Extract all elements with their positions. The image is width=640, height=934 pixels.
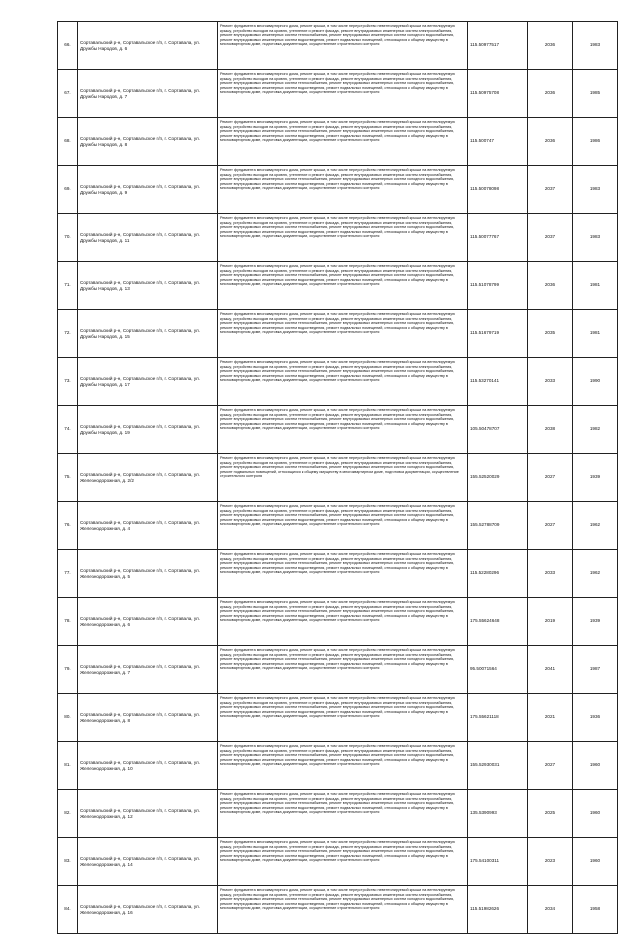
planned-year-cell: 2025 — [528, 790, 573, 838]
build-year-cell: 1962 — [573, 550, 618, 598]
build-year-cell: 1987 — [573, 646, 618, 694]
address-cell: Сортавальский р-н, Сортавальское г/п, г. Сортавала, ул. Дружбы Народов, д. 15 — [78, 310, 218, 358]
address-cell: Сортавальский р-н, Сортавальское г/п, г. Сортавала, ул. Железнодорожная, д. 4 — [78, 502, 218, 550]
table-row — [58, 454, 618, 502]
planned-year-cell: 2036 — [528, 262, 573, 310]
row-number-cell: 84. — [58, 886, 78, 934]
cost-cell: 115.51078799 — [468, 262, 528, 310]
table-row — [58, 358, 618, 406]
planned-year-cell: 2041 — [528, 646, 573, 694]
planned-year-cell: 2019 — [528, 598, 573, 646]
cost-cell: 115.50977517 — [468, 22, 528, 70]
repair-works-cell: Ремонт фундамента многоквартирного дома, ремонт крыши, в том числе переустройство невентилируемой крыши на вентилируемую крышу, устройство выходов на кровлю, утепление и ремонт фасада, ремонт внутридомовых инженерных систем электроснабжения, ремонт внутридомовых инженерных систем теплоснабжения, ремонт внутридомовых инженерных систем холодного водоснабжения, ремонт внутридомовых инженерных систем водоотведения, ремонт подвальных помещений, относящихся к общему имуществу в многоквартирном доме, подготовка документации, осуществление строительного контроля — [218, 406, 468, 454]
address-cell: Сортавальский р-н, Сортавальское г/п, г. Сортавала, ул. Железнодорожная, д. 14 — [78, 838, 218, 886]
cost-cell: 115.51982626 — [468, 886, 528, 934]
cost-cell: 155.52930031 — [468, 742, 528, 790]
planned-year-cell: 2027 — [528, 454, 573, 502]
cost-cell: 115.50077767 — [468, 214, 528, 262]
build-year-cell: 1962 — [573, 502, 618, 550]
table-row — [58, 886, 618, 934]
table-body — [58, 22, 618, 934]
row-number-cell: 73. — [58, 358, 78, 406]
planned-year-cell: 2033 — [528, 550, 573, 598]
table-row — [58, 598, 618, 646]
table-row — [58, 214, 618, 262]
repair-works-cell: Ремонт фундамента многоквартирного дома, ремонт крыши, в том числе переустройство невентилируемой крыши на вентилируемую крышу, устройство выходов на кровлю, утепление и ремонт фасада, ремонт внутридомовых инженерных систем электроснабжения, ремонт внутридомовых инженерных систем теплоснабжения, ремонт внутридомовых инженерных систем холодного водоснабжения, ремонт внутридомовых инженерных систем водоотведения, ремонт подвальных помещений, относящихся к общему имуществу в многоквартирном доме, подготовка документации, осуществление строительного контроля — [218, 838, 468, 886]
row-number-cell: 78. — [58, 598, 78, 646]
row-number-cell: 74. — [58, 406, 78, 454]
build-year-cell: 1983 — [573, 166, 618, 214]
table-row — [58, 742, 618, 790]
repair-works-cell: Ремонт фундамента многоквартирного дома, ремонт крыши, в том числе переустройство невентилируемой крыши на вентилируемую крышу, устройство выходов на кровлю, утепление и ремонт фасада, ремонт внутридомовых инженерных систем электроснабжения, ремонт внутридомовых инженерных систем теплоснабжения, ремонт внутридомовых инженерных систем холодного водоснабжения, ремонт внутридомовых инженерных систем водоотведения, ремонт подвальных помещений, относящихся к общему имуществу в многоквартирном доме, подготовка документации, осуществление строительного контроля — [218, 646, 468, 694]
address-cell: Сортавальский р-н, Сортавальское г/п, г. Сортавала, ул. Дружбы Народов, д. 13 — [78, 262, 218, 310]
planned-year-cell: 2035 — [528, 310, 573, 358]
build-year-cell: 1990 — [573, 358, 618, 406]
cost-cell: 155.52788709 — [468, 502, 528, 550]
build-year-cell: 1982 — [573, 406, 618, 454]
address-cell: Сортавальский р-н, Сортавальское г/п, г. Сортавала, ул. Железнодорожная, д. 8 — [78, 694, 218, 742]
table-row — [58, 406, 618, 454]
cost-cell: 105.50478707 — [468, 406, 528, 454]
build-year-cell: 1939 — [573, 454, 618, 502]
repair-works-cell: Ремонт фундамента многоквартирного дома, ремонт крыши, в том числе переустройство невентилируемой крыши на вентилируемую крышу, устройство выходов на кровлю, утепление и ремонт фасада, ремонт внутридомовых инженерных систем электроснабжения, ремонт внутридомовых инженерных систем теплоснабжения, ремонт внутридомовых инженерных систем холодного водоснабжения, ремонт внутридомовых инженерных систем водоотведения, ремонт подвальных помещений, относящихся к общему имуществу в многоквартирном доме, подготовка документации, осуществление строительного контроля — [218, 550, 468, 598]
table-row — [58, 166, 618, 214]
table-row — [58, 550, 618, 598]
build-year-cell: 1981 — [573, 262, 618, 310]
address-cell: Сортавальский р-н, Сортавальское г/п, г. Сортавала, ул. Железнодорожная, д. 12 — [78, 790, 218, 838]
cost-cell: 175.55624648 — [468, 598, 528, 646]
address-cell: Сортавальский р-н, Сортавальское г/п, г. Сортавала, ул. Дружбы Народов, д. 9 — [78, 166, 218, 214]
cost-cell: 115.50975708 — [468, 70, 528, 118]
row-number-cell: 66. — [58, 22, 78, 70]
cost-cell: 175.55621118 — [468, 694, 528, 742]
build-year-cell: 1939 — [573, 598, 618, 646]
repair-works-cell: Ремонт фундамента многоквартирного дома, ремонт крыши, в том числе переустройство невентилируемой крыши на вентилируемую крышу, устройство выходов на кровлю, утепление и ремонт фасада, ремонт внутридомовых инженерных систем электроснабжения, ремонт внутридомовых инженерных систем теплоснабжения, ремонт внутридомовых инженерных систем холодного водоснабжения, ремонт внутридомовых инженерных систем водоотведения, ремонт подвальных помещений, относящихся к общему имуществу в многоквартирном доме, подготовка документации, осуществление строительного контроля — [218, 166, 468, 214]
build-year-cell: 1958 — [573, 886, 618, 934]
address-cell: Сортавальский р-н, Сортавальское г/п, г. Сортавала, ул. Дружбы Народов, д. 11 — [78, 214, 218, 262]
table-row — [58, 22, 618, 70]
address-cell: Сортавальский р-н, Сортавальское г/п, г. Сортавала, ул. Железнодорожная, д. 7 — [78, 646, 218, 694]
address-cell: Сортавальский р-н, Сортавальское г/п, г. Сортавала, ул. Дружбы Народов, д. 19 — [78, 406, 218, 454]
address-cell: Сортавальский р-н, Сортавальское г/п, г. Сортавала, ул. Дружбы Народов, д. 6 — [78, 22, 218, 70]
planned-year-cell: 2033 — [528, 358, 573, 406]
build-year-cell: 1981 — [573, 310, 618, 358]
row-number-cell: 81. — [58, 742, 78, 790]
repair-works-cell: Ремонт фундамента многоквартирного дома, ремонт крыши, в том числе переустройство невентилируемой крыши на вентилируемую крышу, устройство выходов на кровлю, утепление и ремонт фасада, ремонт внутридомовых инженерных систем электроснабжения, ремонт внутридомовых инженерных систем теплоснабжения, ремонт внутридомовых инженерных систем холодного водоснабжения, ремонт внутридомовых инженерных систем водоотведения, ремонт подвальных помещений, относящихся к общему имуществу в многоквартирном доме, подготовка документации, осуществление строительного контроля — [218, 598, 468, 646]
table-row — [58, 838, 618, 886]
build-year-cell: 1983 — [573, 214, 618, 262]
planned-year-cell: 2027 — [528, 502, 573, 550]
row-number-cell: 82. — [58, 790, 78, 838]
repair-works-cell: Ремонт фундамента многоквартирного дома, ремонт крыши, в том числе переустройство невентилируемой крыши на вентилируемую крышу, устройство выходов на кровлю, утепление и ремонт фасада, ремонт внутридомовых инженерных систем электроснабжения, ремонт внутридомовых инженерных систем теплоснабжения, ремонт внутридомовых инженерных систем холодного водоснабжения, ремонт подвальных помещений, относящихся к общему имуществу в многоквартирном доме, подготовка документации, осуществление строительного контроля — [218, 454, 468, 502]
row-number-cell: 79. — [58, 646, 78, 694]
capital-repair-table — [57, 21, 618, 934]
planned-year-cell: 2036 — [528, 22, 573, 70]
row-number-cell: 72. — [58, 310, 78, 358]
address-cell: Сортавальский р-н, Сортавальское г/п, г. Сортавала, ул. Дружбы Народов, д. 17 — [78, 358, 218, 406]
table-row — [58, 694, 618, 742]
cost-cell: 115.52280296 — [468, 550, 528, 598]
repair-works-cell: Ремонт фундамента многоквартирного дома, ремонт крыши, в том числе переустройство невентилируемой крыши на вентилируемую крышу, устройство выходов на кровлю, утепление и ремонт фасада, ремонт внутридомовых инженерных систем электроснабжения, ремонт внутридомовых инженерных систем теплоснабжения, ремонт внутридомовых инженерных систем холодного водоснабжения, ремонт внутридомовых инженерных систем водоотведения, ремонт подвальных помещений, относящихся к общему имуществу в многоквартирном доме, подготовка документации, осуществление строительного контроля — [218, 118, 468, 166]
address-cell: Сортавальский р-н, Сортавальское г/п, г. Сортавала, ул. Дружбы Народов, д. 7 — [78, 70, 218, 118]
planned-year-cell: 2023 — [528, 838, 573, 886]
planned-year-cell: 2037 — [528, 214, 573, 262]
row-number-cell: 71. — [58, 262, 78, 310]
table-row — [58, 70, 618, 118]
repair-works-cell: Ремонт фундамента многоквартирного дома, ремонт крыши, в том числе переустройство невентилируемой крыши на вентилируемую крышу, устройство выходов на кровлю, утепление и ремонт фасада, ремонт внутридомовых инженерных систем электроснабжения, ремонт внутридомовых инженерных систем теплоснабжения, ремонт внутридомовых инженерных систем холодного водоснабжения, ремонт внутридомовых инженерных систем водоотведения, ремонт подвальных помещений, относящихся к общему имуществу в многоквартирном доме, подготовка документации, осуществление строительного контроля — [218, 262, 468, 310]
build-year-cell: 1983 — [573, 22, 618, 70]
table-row — [58, 262, 618, 310]
cost-cell: 115.53270141 — [468, 358, 528, 406]
repair-works-cell: Ремонт фундамента многоквартирного дома, ремонт крыши, в том числе переустройство невентилируемой крыши на вентилируемую крышу, устройство выходов на кровлю, утепление и ремонт фасада, ремонт внутридомовых инженерных систем электроснабжения, ремонт внутридомовых инженерных систем теплоснабжения, ремонт внутридомовых инженерных систем холодного водоснабжения, ремонт внутридомовых инженерных систем водоотведения, ремонт подвальных помещений, относящихся к общему имуществу в многоквартирном доме, подготовка документации, осуществление строительного контроля — [218, 70, 468, 118]
address-cell: Сортавальский р-н, Сортавальское г/п, г. Сортавала, ул. Железнодорожная, д. 2/2 — [78, 454, 218, 502]
row-number-cell: 69. — [58, 166, 78, 214]
planned-year-cell: 2037 — [528, 166, 573, 214]
repair-works-cell: Ремонт фундамента многоквартирного дома, ремонт крыши, в том числе переустройство невентилируемой крыши на вентилируемую крышу, устройство выходов на кровлю, утепление и ремонт фасада, ремонт внутридомовых инженерных систем электроснабжения, ремонт внутридомовых инженерных систем теплоснабжения, ремонт внутридомовых инженерных систем холодного водоснабжения, ремонт внутридомовых инженерных систем водоотведения, ремонт подвальных помещений, относящихся к общему имуществу в многоквартирном доме, подготовка документации, осуществление строительного контроля — [218, 742, 468, 790]
repair-works-cell: Ремонт фундамента многоквартирного дома, ремонт крыши, в том числе переустройство невентилируемой крыши на вентилируемую крышу, устройство выходов на кровлю, утепление и ремонт фасада, ремонт внутридомовых инженерных систем электроснабжения, ремонт внутридомовых инженерных систем теплоснабжения, ремонт внутридомовых инженерных систем холодного водоснабжения, ремонт внутридомовых инженерных систем водоотведения, ремонт подвальных помещений, относящихся к общему имуществу в многоквартирном доме, подготовка документации, осуществление строительного контроля — [218, 22, 468, 70]
repair-works-cell: Ремонт фундамента многоквартирного дома, ремонт крыши, в том числе переустройство невентилируемой крыши на вентилируемую крышу, устройство выходов на кровлю, утепление и ремонт фасада, ремонт внутридомовых инженерных систем электроснабжения, ремонт внутридомовых инженерных систем теплоснабжения, ремонт внутридомовых инженерных систем холодного водоснабжения, ремонт внутридомовых инженерных систем водоотведения, ремонт подвальных помещений, относящихся к общему имуществу в многоквартирном доме, подготовка документации, осуществление строительного контроля — [218, 790, 468, 838]
repair-works-cell: Ремонт фундамента многоквартирного дома, ремонт крыши, в том числе переустройство невентилируемой крыши на вентилируемую крышу, устройство выходов на кровлю, утепление и ремонт фасада, ремонт внутридомовых инженерных систем электроснабжения, ремонт внутридомовых инженерных систем теплоснабжения, ремонт внутридомовых инженерных систем холодного водоснабжения, ремонт внутридомовых инженерных систем водоотведения, ремонт подвальных помещений, относящихся к общему имуществу в многоквартирном доме, подготовка документации, осуществление строительного контроля — [218, 358, 468, 406]
row-number-cell: 83. — [58, 838, 78, 886]
planned-year-cell: 2036 — [528, 70, 573, 118]
build-year-cell: 1960 — [573, 838, 618, 886]
table-row — [58, 118, 618, 166]
address-cell: Сортавальский р-н, Сортавальское г/п, г. Сортавала, ул. Железнодорожная, д. 10 — [78, 742, 218, 790]
address-cell: Сортавальский р-н, Сортавальское г/п, г. Сортавала, ул. Железнодорожная, д. 16 — [78, 886, 218, 934]
row-number-cell: 77. — [58, 550, 78, 598]
repair-works-cell: Ремонт фундамента многоквартирного дома, ремонт крыши, в том числе переустройство невентилируемой крыши на вентилируемую крышу, устройство выходов на кровлю, утепление и ремонт фасада, ремонт внутридомовых инженерных систем электроснабжения, ремонт внутридомовых инженерных систем теплоснабжения, ремонт внутридомовых инженерных систем холодного водоснабжения, ремонт внутридомовых инженерных систем водоотведения, ремонт подвальных помещений, относящихся к общему имуществу в многоквартирном доме, подготовка документации, осуществление строительного контроля — [218, 502, 468, 550]
repair-works-cell: Ремонт фундамента многоквартирного дома, ремонт крыши, в том числе переустройство невентилируемой крыши на вентилируемую крышу, устройство выходов на кровлю, утепление и ремонт фасада, ремонт внутридомовых инженерных систем электроснабжения, ремонт внутридомовых инженерных систем теплоснабжения, ремонт внутридомовых инженерных систем холодного водоснабжения, ремонт внутридомовых инженерных систем водоотведения, ремонт подвальных помещений, относящихся к общему имуществу в многоквартирном доме, подготовка документации, осуществление строительного контроля — [218, 214, 468, 262]
planned-year-cell: 2034 — [528, 886, 573, 934]
table-row — [58, 790, 618, 838]
row-number-cell: 76. — [58, 502, 78, 550]
build-year-cell: 1960 — [573, 790, 618, 838]
repair-works-cell: Ремонт фундамента многоквартирного дома, ремонт крыши, в том числе переустройство невентилируемой крыши на вентилируемую крышу, устройство выходов на кровлю, утепление и ремонт фасада, ремонт внутридомовых инженерных систем электроснабжения, ремонт внутридомовых инженерных систем теплоснабжения, ремонт внутридомовых инженерных систем холодного водоснабжения, ремонт внутридомовых инженерных систем водоотведения, ремонт подвальных помещений, относящихся к общему имуществу в многоквартирном доме, подготовка документации, осуществление строительного контроля — [218, 886, 468, 934]
build-year-cell: 1960 — [573, 742, 618, 790]
address-cell: Сортавальский р-н, Сортавальское г/п, г. Сортавала, ул. Железнодорожная, д. 6 — [78, 598, 218, 646]
row-number-cell: 75. — [58, 454, 78, 502]
address-cell: Сортавальский р-н, Сортавальское г/п, г. Сортавала, ул. Железнодорожная, д. 5 — [78, 550, 218, 598]
planned-year-cell: 2021 — [528, 694, 573, 742]
cost-cell: 175.54100311 — [468, 838, 528, 886]
build-year-cell: 1985 — [573, 70, 618, 118]
address-cell: Сортавальский р-н, Сортавальское г/п, г. Сортавала, ул. Дружбы Народов, д. 8 — [78, 118, 218, 166]
cost-cell: 155.52520029 — [468, 454, 528, 502]
row-number-cell: 67. — [58, 70, 78, 118]
cost-cell: 115.51679719 — [468, 310, 528, 358]
planned-year-cell: 2038 — [528, 406, 573, 454]
planned-year-cell: 2036 — [528, 118, 573, 166]
cost-cell: 115.500747 — [468, 118, 528, 166]
cost-cell: 115.50078098 — [468, 166, 528, 214]
table-row — [58, 646, 618, 694]
planned-year-cell: 2027 — [528, 742, 573, 790]
row-number-cell: 80. — [58, 694, 78, 742]
cost-cell: 135.5390993 — [468, 790, 528, 838]
cost-cell: 95.50071564 — [468, 646, 528, 694]
row-number-cell: 70. — [58, 214, 78, 262]
build-year-cell: 1986 — [573, 118, 618, 166]
table-row — [58, 310, 618, 358]
repair-works-cell: Ремонт фундамента многоквартирного дома, ремонт крыши, в том числе переустройство невентилируемой крыши на вентилируемую крышу, устройство выходов на кровлю, утепление и ремонт фасада, ремонт внутридомовых инженерных систем электроснабжения, ремонт внутридомовых инженерных систем теплоснабжения, ремонт внутридомовых инженерных систем холодного водоснабжения, ремонт внутридомовых инженерных систем водоотведения, ремонт подвальных помещений, относящихся к общему имуществу в многоквартирном доме, подготовка документации, осуществление строительного контроля — [218, 310, 468, 358]
build-year-cell: 1936 — [573, 694, 618, 742]
row-number-cell: 68. — [58, 118, 78, 166]
table-row — [58, 502, 618, 550]
repair-works-cell: Ремонт фундамента многоквартирного дома, ремонт крыши, в том числе переустройство невентилируемой крыши на вентилируемую крышу, устройство выходов на кровлю, утепление и ремонт фасада, ремонт внутридомовых инженерных систем электроснабжения, ремонт внутридомовых инженерных систем теплоснабжения, ремонт внутридомовых инженерных систем холодного водоснабжения, ремонт внутридомовых инженерных систем водоотведения, ремонт подвальных помещений, относящихся к общему имуществу в многоквартирном доме, подготовка документации, осуществление строительного контроля — [218, 694, 468, 742]
